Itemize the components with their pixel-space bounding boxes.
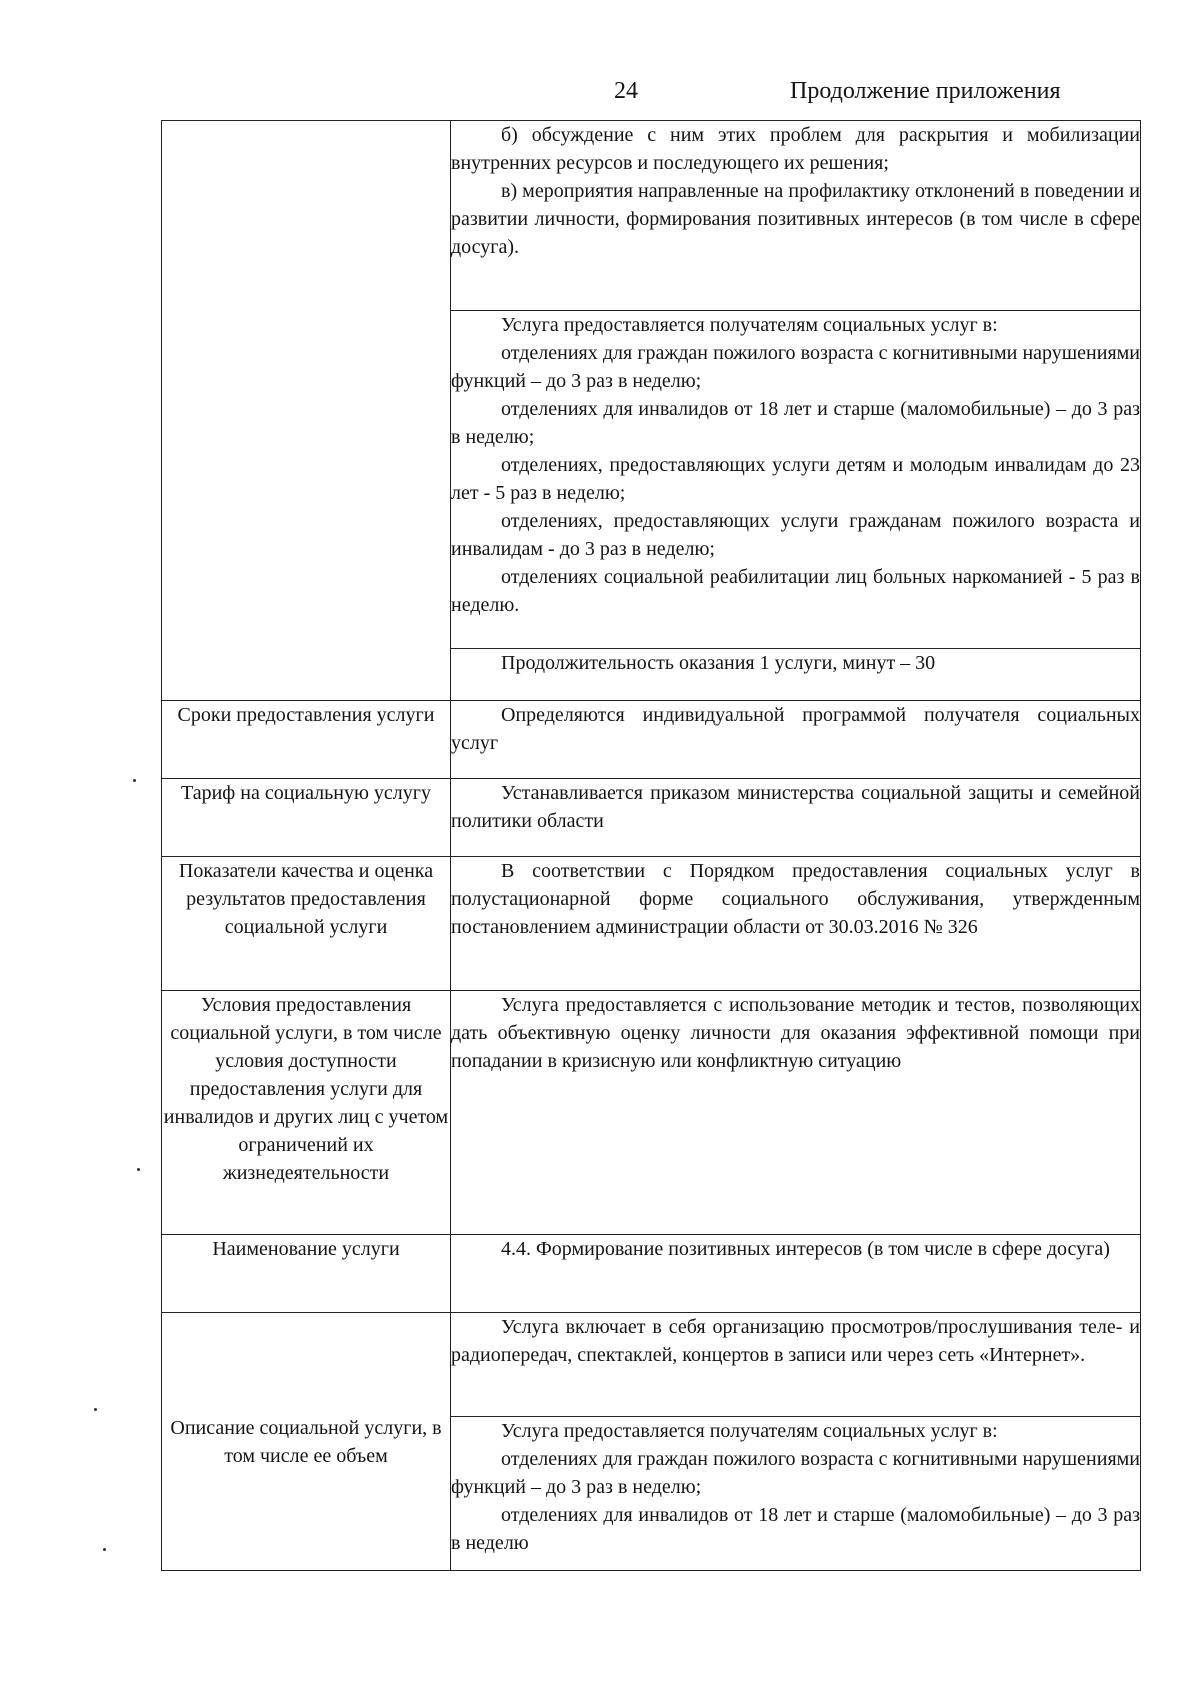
table-row [162, 701, 1141, 779]
name-value-cell [451, 1235, 1141, 1313]
desc-value-cell [451, 1313, 1141, 1417]
recipients-item: отделениях, предоставляющих услуги гражданам пожилого возраста и инвалидам - до 3 раз в неделю; [451, 510, 1140, 560]
recipients2-item: отделениях для граждан пожилого возраста с когнитивными нарушениями функций – до 3 раз в неделю; [451, 1448, 1140, 1498]
terms-value-cell [451, 701, 1141, 779]
quality-value-cell [451, 857, 1141, 991]
recipients-intro: Услуга предоставляется получателям социальных услуг в: [501, 314, 998, 336]
scan-speck [103, 1548, 106, 1551]
empty-label-cell [162, 121, 451, 701]
desc-value: Услуга включает в себя организацию просмотров/прослушивания теле- и радиопередач, спектаклей, концертов в записи или через сеть «Интернет». [451, 1316, 1140, 1366]
table-row [162, 857, 1141, 991]
quality-value: В соответствии с Порядком предоставления социальных услуг в полустационарной форме социального обслуживания, утвержденным постановлением администрации области от 30.03.2016 № 326 [451, 860, 1140, 938]
quality-label: Показатели качества и оценка результатов предоставления социальной услуги [162, 857, 451, 991]
name-value: 4.4. Формирование позитивных интересов (в том числе в сфере досуга) [501, 1238, 1110, 1260]
scan-speck [133, 779, 136, 782]
paragraph-v: в) мероприятия направленные на профилактику отклонений в поведении и развитии личности, формирования позитивных интересов (в том числе в сфере досуга). [451, 180, 1140, 258]
recipients-item: отделениях социальной реабилитации лиц больных наркоманией - 5 раз в неделю. [451, 566, 1140, 616]
table-row [162, 121, 1141, 311]
conditions-label: Условия предоставления социальной услуги, в том числе условия доступности предоставления услуги для инвалидов и других лиц с учетом ограничений их жизнедеятельности [162, 991, 451, 1235]
recipients2-cell [451, 1417, 1141, 1571]
table-row [162, 1313, 1141, 1417]
recipients2-item: отделениях для инвалидов от 18 лет и старше (маломобильные) – до 3 раз в неделю [451, 1504, 1140, 1554]
table-row [162, 1235, 1141, 1313]
tariff-value: Устанавливается приказом министерства социальной защиты и семейной политики области [451, 782, 1140, 832]
tariff-label: Тариф на социальную услугу [162, 779, 451, 857]
recipients-item: отделениях для граждан пожилого возраста с когнитивными нарушениями функций – до 3 раз в неделю; [451, 342, 1140, 392]
table-row [162, 991, 1141, 1235]
desc-label: Описание социальной услуги, в том числе ее объем [162, 1313, 451, 1571]
recipients2-intro: Услуга предоставляется получателям социальных услуг в: [501, 1420, 998, 1442]
continuation-cell [451, 121, 1141, 311]
recipients-cell [451, 311, 1141, 649]
page-header [0, 78, 1200, 114]
table-row [162, 779, 1141, 857]
page-number: 24 [614, 78, 638, 104]
recipients-item: отделениях, предоставляющих услуги детям и молодым инвалидам до 23 лет - 5 раз в неделю; [451, 454, 1140, 504]
service-table [161, 120, 1141, 1571]
terms-label: Сроки предоставления услуги [162, 701, 451, 779]
page-title: Продолжение приложения [790, 78, 1061, 104]
scan-speck [94, 1408, 97, 1411]
terms-value: Определяются индивидуальной программой получателя социальных услуг [451, 704, 1140, 754]
duration-text: Продолжительность оказания 1 услуги, минут – 30 [501, 652, 936, 674]
conditions-value: Услуга предоставляется с использование методик и тестов, позволяющих дать объективную оценку личности для оказания эффективной помощи при попадании в кризисную или конфликтную ситуацию [451, 994, 1140, 1072]
duration-cell [451, 649, 1141, 701]
paragraph-b: б) обсуждение с ним этих проблем для раскрытия и мобилизации внутренних ресурсов и последующего их решения; [451, 124, 1140, 174]
conditions-value-cell [451, 991, 1141, 1235]
name-label: Наименование услуги [162, 1235, 451, 1313]
scan-speck [137, 1168, 140, 1171]
tariff-value-cell [451, 779, 1141, 857]
recipients-item: отделениях для инвалидов от 18 лет и старше (маломобильные) – до 3 раз в неделю; [451, 398, 1140, 448]
